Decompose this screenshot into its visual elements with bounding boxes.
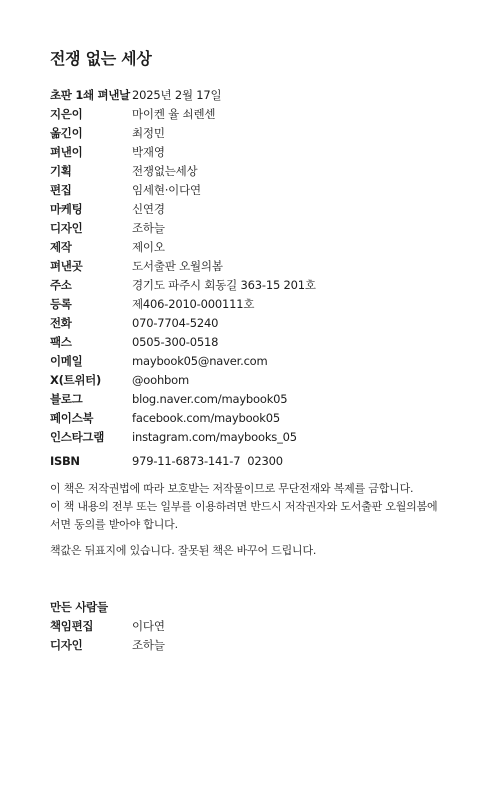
- credit-value: 신연경: [132, 202, 165, 216]
- credit-label: 디자인: [50, 221, 83, 235]
- credit-row-author: [50, 105, 316, 124]
- credit-label: 편집: [50, 183, 72, 197]
- book-title: 전쟁 없는 세상: [50, 49, 152, 68]
- credit-label: 초판 1쇄 펴낸날: [50, 88, 130, 102]
- credit-value: 제406-2010-000111호: [132, 297, 255, 311]
- credit-label: 전화: [50, 316, 72, 330]
- credit-row-facebook: [50, 409, 316, 428]
- credit-row-marketing: [50, 200, 316, 219]
- credit-value: facebook.com/maybook05: [132, 411, 280, 425]
- maker-value: 이다연: [132, 619, 165, 633]
- credit-row-publisher: [50, 143, 316, 162]
- maker-row-designer: [50, 636, 165, 655]
- credit-row-publishing-house: [50, 257, 316, 276]
- credit-value: 최정민: [132, 126, 165, 140]
- credit-row-planning: [50, 162, 316, 181]
- credit-row-design: [50, 219, 316, 238]
- credit-label: 주소: [50, 278, 72, 292]
- credit-row-fax: [50, 333, 316, 352]
- credit-label: 팩스: [50, 335, 72, 349]
- credit-value: 0505-300-0518: [132, 335, 219, 349]
- credit-label: 마케팅: [50, 202, 83, 216]
- credit-row-first-edition-date: [50, 86, 316, 105]
- credit-value: 임세현·이다연: [132, 183, 201, 197]
- copyright-notice-line: 이 책 내용의 전부 또는 일부를 이용하려면 반드시 저작권자와 도서출판 오월의봄에: [50, 500, 438, 513]
- credit-label: 펴낸곳: [50, 259, 83, 273]
- isbn-row: [50, 452, 283, 471]
- credit-value: 조하늘: [132, 221, 165, 235]
- copyright-notice: [50, 480, 460, 534]
- credit-label: 옮긴이: [50, 126, 83, 140]
- credit-value: 070-7704-5240: [132, 316, 219, 330]
- credit-label: 지은이: [50, 107, 83, 121]
- credit-row-editing: [50, 181, 316, 200]
- credit-value: @oohbom: [132, 373, 189, 387]
- credit-label: X(트위터): [50, 373, 101, 387]
- credit-value: 2025년 2월 17일: [132, 88, 222, 102]
- credit-value: 도서출판 오월의봄: [132, 259, 223, 273]
- credit-value: 전쟁없는세상: [132, 164, 198, 178]
- credit-label: 인스타그램: [50, 430, 105, 444]
- isbn-label: ISBN: [50, 454, 80, 468]
- price-notice: 책값은 뒤표지에 있습니다. 잘못된 책은 바꾸어 드립니다.: [50, 544, 317, 557]
- credit-row-production: [50, 238, 316, 257]
- credit-value: instagram.com/maybooks_05: [132, 430, 297, 444]
- credit-value: maybook05@naver.com: [132, 354, 268, 368]
- credit-value: 박재영: [132, 145, 165, 159]
- credit-row-address: [50, 276, 316, 295]
- copyright-notice-line: 이 책은 저작권법에 따라 보호받는 저작물이므로 무단전재와 복제를 금합니다.: [50, 482, 414, 495]
- credit-row-twitter: [50, 371, 316, 390]
- credit-label: 페이스북: [50, 411, 94, 425]
- credit-value: 마이켄 율 쇠렌센: [132, 107, 216, 121]
- credit-label: 등록: [50, 297, 72, 311]
- maker-label: 책임편집: [50, 619, 94, 633]
- credit-value: blog.naver.com/maybook05: [132, 392, 288, 406]
- credit-row-registration: [50, 295, 316, 314]
- makers-list: [50, 617, 165, 655]
- credit-row-instagram: [50, 428, 316, 447]
- maker-value: 조하늘: [132, 638, 165, 652]
- credits-list: [50, 86, 316, 447]
- credit-row-translator: [50, 124, 316, 143]
- maker-label: 디자인: [50, 638, 83, 652]
- maker-row-chief-editor: [50, 617, 165, 636]
- credit-row-email: [50, 352, 316, 371]
- credit-label: 제작: [50, 240, 72, 254]
- credit-label: 이메일: [50, 354, 83, 368]
- credit-label: 기획: [50, 164, 72, 178]
- credit-value: 경기도 파주시 회동길 363-15 201호: [132, 278, 316, 292]
- credit-value: 제이오: [132, 240, 165, 254]
- credit-label: 블로그: [50, 392, 83, 406]
- copyright-notice-line: 서면 동의를 받아야 합니다.: [50, 518, 178, 531]
- credit-row-blog: [50, 390, 316, 409]
- makers-heading: 만든 사람들: [50, 600, 108, 614]
- credit-row-phone: [50, 314, 316, 333]
- credit-label: 펴낸이: [50, 145, 83, 159]
- isbn-value: 979-11-6873-141-7 02300: [132, 454, 283, 468]
